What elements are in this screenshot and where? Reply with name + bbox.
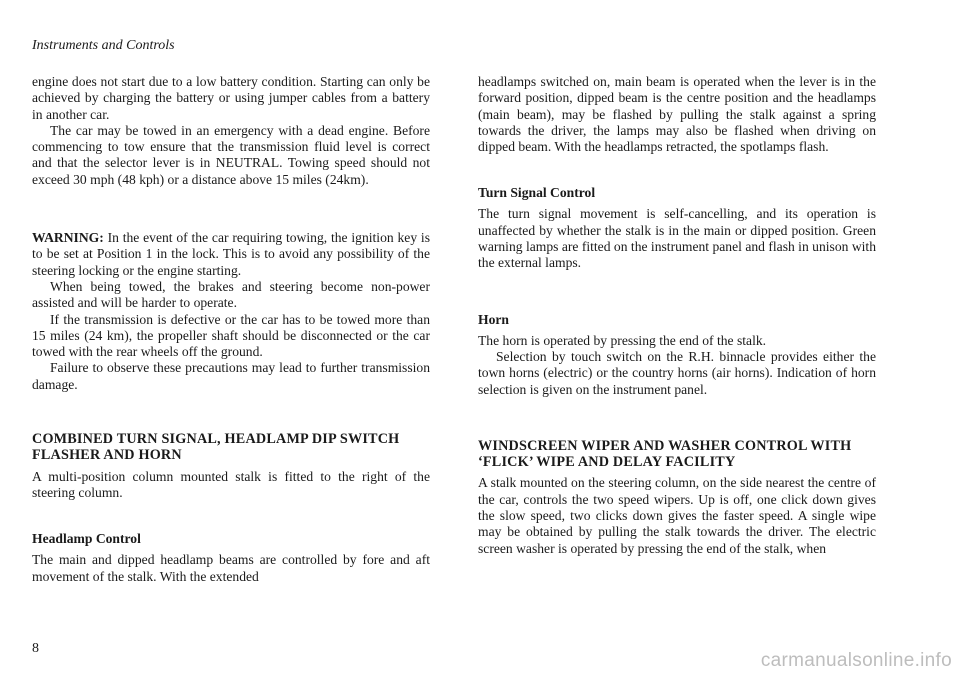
combined-switch-heading-line2: FLASHER AND HORN	[32, 447, 182, 464]
combined-switch-heading-line1: COMBINED TURN SIGNAL, HEADLAMP DIP SWITCH	[32, 431, 400, 448]
headlamp-continued-paragraph: headlamps switched on, main beam is operated when the lever is in the forward position, dipped beam is the centre position and the headlamps (main beam), may be flashed by pulling the stalk against a spring towards the driver, the lamps may also be flashed when driving on dipped beam. With the headlamps retracted, the spotlamps flash.	[478, 74, 876, 155]
turn-signal-heading: Turn Signal Control	[478, 185, 596, 201]
warning-paragraph	[32, 230, 430, 279]
wiper-heading-line1: WINDSCREEN WIPER AND WASHER CONTROL WITH	[478, 437, 852, 454]
headlamp-control-heading: Headlamp Control	[32, 531, 141, 547]
turn-signal-paragraph: The turn signal movement is self-cancelling, and its operation is unaffected by whether the stalk is in the main or dipped position. Green warning lamps are fitted on the instrument panel and flash in unison with the external lamps.	[478, 206, 876, 271]
left-column	[32, 74, 430, 585]
watermark: carmanualsonline.info	[760, 650, 952, 671]
wiper-heading-line2: ‘FLICK’ WIPE AND DELAY FACILITY	[478, 454, 736, 471]
wiper-paragraph: A stalk mounted on the steering column, on the side nearest the centre of the car, controls the two speed wipers. Up is off, one click down gives the slow speed, two clicks down gives the faster speed. A single wipe may be obtained by pulling the stalk towards the driver. The electric screen washer is operated by pressing the end of the stalk, when	[478, 475, 876, 556]
warning-failure-paragraph: Failure to observe these precautions may lead to further transmission damage.	[32, 360, 430, 392]
combined-switch-paragraph: A multi-position column mounted stalk is fitted to the right of the steering column.	[32, 468, 430, 500]
warning-label: WARNING:	[32, 230, 104, 246]
running-title: Instruments and Controls	[32, 38, 175, 53]
warning-transmission-paragraph: If the transmission is defective or the car has to be towed more than 15 miles (24 km), the propeller shaft should be disconnected or the car towed with the rear wheels off the ground.	[32, 311, 430, 360]
page-number: 8	[32, 641, 39, 656]
horn-paragraph: The horn is operated by pressing the end of the stalk.	[478, 332, 767, 348]
horn-selection-paragraph: Selection by touch switch on the R.H. binnacle provides either the town horns (electric) or the country horns (air horns). Indication of horn selection is given on the instrument panel.	[478, 348, 876, 397]
battery-paragraph: engine does not start due to a low battery condition. Starting can only be achieved by charging the battery or using jumper cables from a battery in another car.	[32, 74, 430, 122]
headlamp-control-paragraph: The main and dipped headlamp beams are controlled by fore and aft movement of the stalk. With the extended	[32, 552, 430, 584]
warning-text: In the event of the car requiring towing, the ignition key is to be set at Position 1 in the lock. This is to avoid any possibility of the steering locking or the engine starting.	[32, 230, 430, 278]
warning-brakes-paragraph: When being towed, the brakes and steering become non-power assisted and will be harder to operate.	[32, 278, 430, 311]
right-column	[478, 74, 876, 557]
horn-heading: Horn	[478, 311, 509, 327]
towing-paragraph: The car may be towed in an emergency with a dead engine. Before commencing to tow ensure that the transmission fluid level is correct and that the selector lever is in NEUTRAL. Towing speed should not exceed 30 mph (48 kph) or a distance above 15 miles (24km).	[32, 122, 430, 187]
